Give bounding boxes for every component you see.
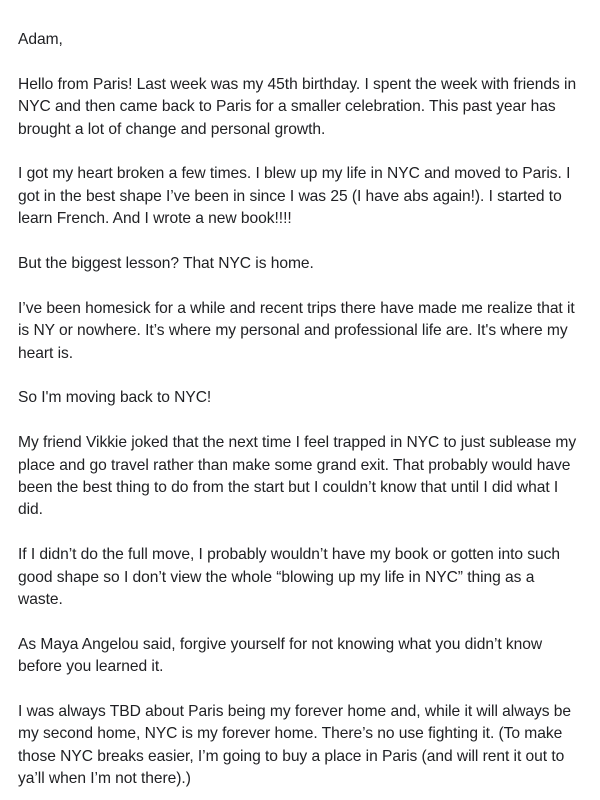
paragraph-biggest-lesson: But the biggest lesson? That NYC is home. [18, 255, 314, 273]
paragraph-full-move: If I didn’t do the full move, I probably wouldn’t have my book or gotten into such good shape so I don’t view the whole “blowing up my life in NYC” thing as a waste. [18, 546, 560, 609]
paragraph-birthday: Hello from Paris! Last week was my 45th birthday. I spent the week with friends in NYC and then came back to Paris for a smaller celebration. This past year has brought a lot of change and personal growth. [18, 75, 577, 138]
paragraph-vikkie: My friend Vikkie joked that the next time I feel trapped in NYC to just sublease my place and go travel rather than make some grand exit. That probably would have been the best thing to do from the start but I couldn’t know that until I did what I did. [18, 434, 577, 519]
paragraph-changes: I got my heart broken a few times. I blew up my life in NYC and moved to Paris. I got in the best shape I’ve been in since I was 25 (I have abs again!). I started to learn French. And I wrote a new book!!!! [18, 165, 571, 228]
paragraph-forever-home: I was always TBD about Paris being my forever home and, while it will always be my second home, NYC is my forever home. There’s no use fighting it. (To make those NYC breaks easier, I’m going to buy a place in Paris (and will rent it out to ya’ll when I’m not there).) [18, 703, 572, 788]
paragraph-homesick: I’ve been homesick for a while and recent trips there have made me realize that it is NY or nowhere. It’s where my personal and professional life are. It's where my heart is. [18, 299, 575, 362]
greeting: Adam, [18, 31, 63, 48]
paragraph-maya-angelou: As Maya Angelou said, forgive yourself for not knowing what you didn’t know before you learned it. [18, 635, 543, 676]
paragraph-moving-back: So I'm moving back to NYC! [18, 389, 212, 407]
